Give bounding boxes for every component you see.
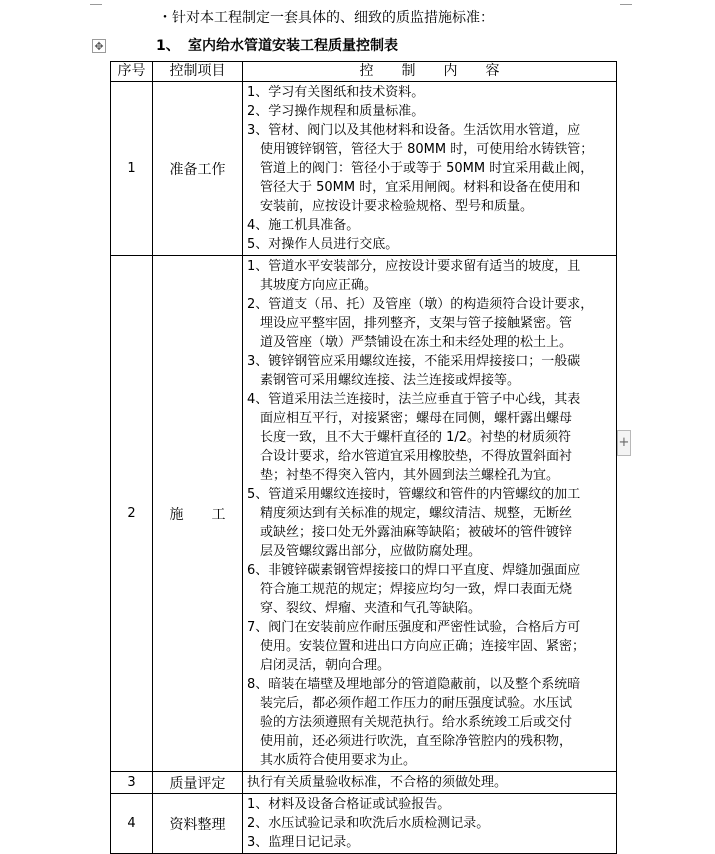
content-line: 层及管螺纹露出部分，应做防腐处理。 (260, 544, 482, 559)
table-move-handle-icon[interactable]: ✥ (92, 39, 106, 53)
table-row (111, 772, 617, 794)
content-line: 5、管道采用螺纹连接时，管螺纹和管件的内管螺纹的加工 (247, 487, 581, 502)
content-line: 使用。安装位置和进出口方向应正确；连接牢固、紧密； (260, 639, 586, 654)
header-content: 控 制 内 容 (243, 62, 617, 82)
content-line: 使用镀锌钢管，管径大于 80MM 时，可使用给水铸铁管； (260, 142, 594, 157)
table-row (111, 794, 617, 854)
page-corner-mark-right (620, 0, 632, 5)
content-line: 7、阀门在安装前应作耐压强度和严密性试验，合格后方可 (247, 620, 581, 635)
content-line: 执行有关质量验收标准，不合格的须做处理。 (247, 775, 508, 790)
content-line: 装完后，都必须作超工作压力的耐压强度试验。水压试 (260, 696, 573, 711)
section-title: 室内给水管道安装工程质量控制表 (188, 38, 398, 54)
content-line: 其水质符合使用要求为止。 (260, 753, 417, 768)
row-control-item: 资料整理 (153, 794, 243, 854)
content-line: 其坡度方向应正确。 (260, 278, 378, 293)
quality-control-table (110, 61, 617, 854)
content-line: 2、学习操作规程和质量标准。 (247, 104, 425, 119)
row-index: 3 (111, 772, 153, 794)
content-line: 面应相互平行，对接紧密；螺母在同侧，螺杆露出螺母 (260, 411, 573, 426)
row-index: 4 (111, 794, 153, 854)
content-line: 5、对操作人员进行交底。 (247, 237, 399, 252)
section-number: 1、 (156, 38, 180, 54)
content-line: 长度一致，且不大于螺杆直径的 1/2。衬垫的材质须符 (260, 430, 572, 445)
content-line: 3、监理日记记录。 (247, 835, 360, 850)
intro-paragraph: ・针对本工程制定一套具体的、细致的质监措施标准： (158, 10, 494, 26)
content-line: 合设计要求，给水管道宜采用橡胶垫，不得放置斜面衬 (260, 449, 573, 464)
row-content (243, 256, 617, 772)
table-row (111, 256, 617, 772)
content-line: 安装前，应按设计要求检验规格、型号和质量。 (260, 199, 534, 214)
content-line: 启闭灵活，朝向合理。 (260, 658, 391, 673)
content-line: 4、管道采用法兰连接时，法兰应垂直于管子中心线，其表 (247, 392, 581, 407)
content-line: 素钢管可采用螺纹连接、法兰连接或焊接等。 (260, 373, 521, 388)
content-line: 2、管道支（吊、托）及管座（墩）的构造须符合设计要求， (247, 297, 594, 312)
content-line: 1、学习有关图纸和技术资料。 (247, 85, 425, 100)
add-column-plus-icon[interactable]: + (617, 430, 631, 456)
page-corner-mark-left (90, 0, 102, 5)
header-item: 控制项目 (153, 62, 243, 82)
content-line: 或缺丝；接口处无外露油麻等缺陷；被破坏的管件镀锌 (260, 525, 573, 540)
row-content (243, 794, 617, 854)
content-line: 3、管材、阀门以及其他材料和设备。生活饮用水管道，应 (247, 123, 581, 138)
content-line: 埋设应平整牢固，排列整齐，支架与管子接触紧密。管 (260, 316, 573, 331)
row-content (243, 772, 617, 794)
content-line: 使用前，还必须进行吹洗，直至除净管腔内的残积物， (260, 734, 573, 749)
content-line: 管径大于 50MM 时，宜采用闸阀。材料和设备在使用和 (260, 180, 581, 195)
row-index: 1 (111, 82, 153, 256)
table-header-row (111, 62, 617, 82)
content-line: 垫；衬垫不得突入管内，其外圆到法兰螺栓孔为宜。 (260, 468, 560, 483)
content-line: 4、施工机具准备。 (247, 218, 360, 233)
content-line: 3、镀锌钢管应采用螺纹连接，不能采用焊接接口；一般碳 (247, 354, 581, 369)
content-line: 道及管座（墩）严禁铺设在冻土和未经处理的松土上。 (260, 335, 573, 350)
content-line: 1、材料及设备合格证或试验报告。 (247, 797, 451, 812)
row-control-item: 准备工作 (153, 82, 243, 256)
content-line: 验的方法须遵照有关规范执行。给水系统竣工后或交付 (260, 715, 573, 730)
content-line: 1、管道水平安装部分，应按设计要求留有适当的坡度，且 (247, 259, 581, 274)
content-line: 穿、裂纹、焊瘤、夹渣和气孔等缺陷。 (260, 601, 482, 616)
row-control-item: 施 工 (153, 256, 243, 772)
content-line: 8、暗装在墙壁及埋地部分的管道隐蔽前，以及整个系统暗 (247, 677, 581, 692)
section-heading (156, 37, 398, 55)
row-index: 2 (111, 256, 153, 772)
table-row (111, 82, 617, 256)
row-content (243, 82, 617, 256)
content-line: 精度须达到有关标准的规定，螺纹清洁、规整，无断丝 (260, 506, 573, 521)
header-index: 序号 (111, 62, 153, 82)
content-line: 6、非镀锌碳素钢管焊接接口的焊口平直度、焊缝加强面应 (247, 563, 581, 578)
content-line: 管道上的阀门：管径小于或等于 50MM 时宜采用截止阀， (260, 161, 594, 176)
content-line: 2、水压试验记录和吹洗后水质检测记录。 (247, 816, 490, 831)
content-line: 符合施工规范的规定；焊接应均匀一致，焊口表面无烧 (260, 582, 573, 597)
row-control-item: 质量评定 (153, 772, 243, 794)
